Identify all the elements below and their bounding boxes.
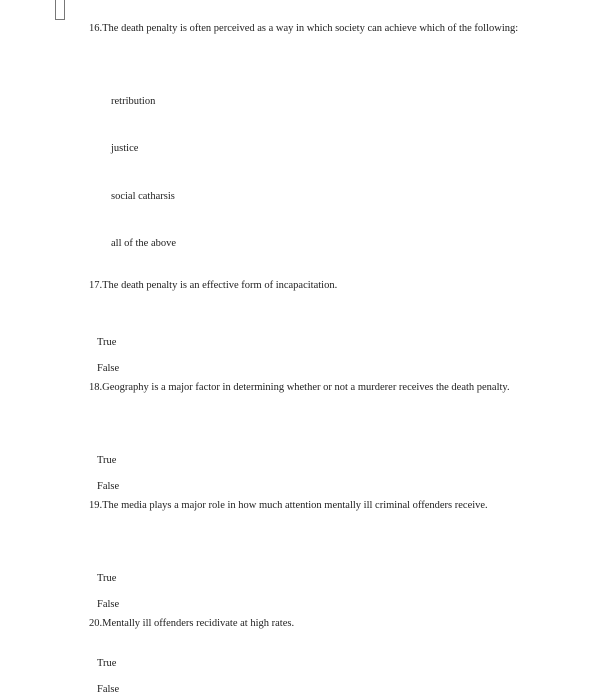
question-16-text: 16.The death penalty is often perceived as a way in which society can achieve which of the following: (89, 23, 519, 34)
q20-option-false[interactable]: False (97, 684, 120, 695)
q20-option-true[interactable]: True (97, 658, 117, 669)
question-20-text: 20.Mentally ill offenders recidivate at high rates. (89, 618, 295, 629)
option-social-catharsis[interactable]: social catharsis (111, 191, 175, 202)
option-all-of-the-above[interactable]: all of the above (111, 238, 177, 249)
q17-option-false[interactable]: False (97, 363, 120, 374)
checkbox[interactable] (55, 0, 65, 20)
q19-option-false[interactable]: False (97, 599, 120, 610)
question-17-text: 17.The death penalty is an effective form of incapacitation. (89, 280, 338, 291)
option-justice[interactable]: justice (111, 143, 139, 154)
option-retribution[interactable]: retribution (111, 96, 156, 107)
question-19-text: 19.The media plays a major role in how much attention mentally ill criminal offenders receive. (89, 500, 488, 511)
q17-option-true[interactable]: True (97, 337, 117, 348)
question-18-text: 18.Geography is a major factor in determining whether or not a murderer receives the death penalty. (89, 382, 510, 393)
q19-option-true[interactable]: True (97, 573, 117, 584)
q18-option-true[interactable]: True (97, 455, 117, 466)
q18-option-false[interactable]: False (97, 481, 120, 492)
